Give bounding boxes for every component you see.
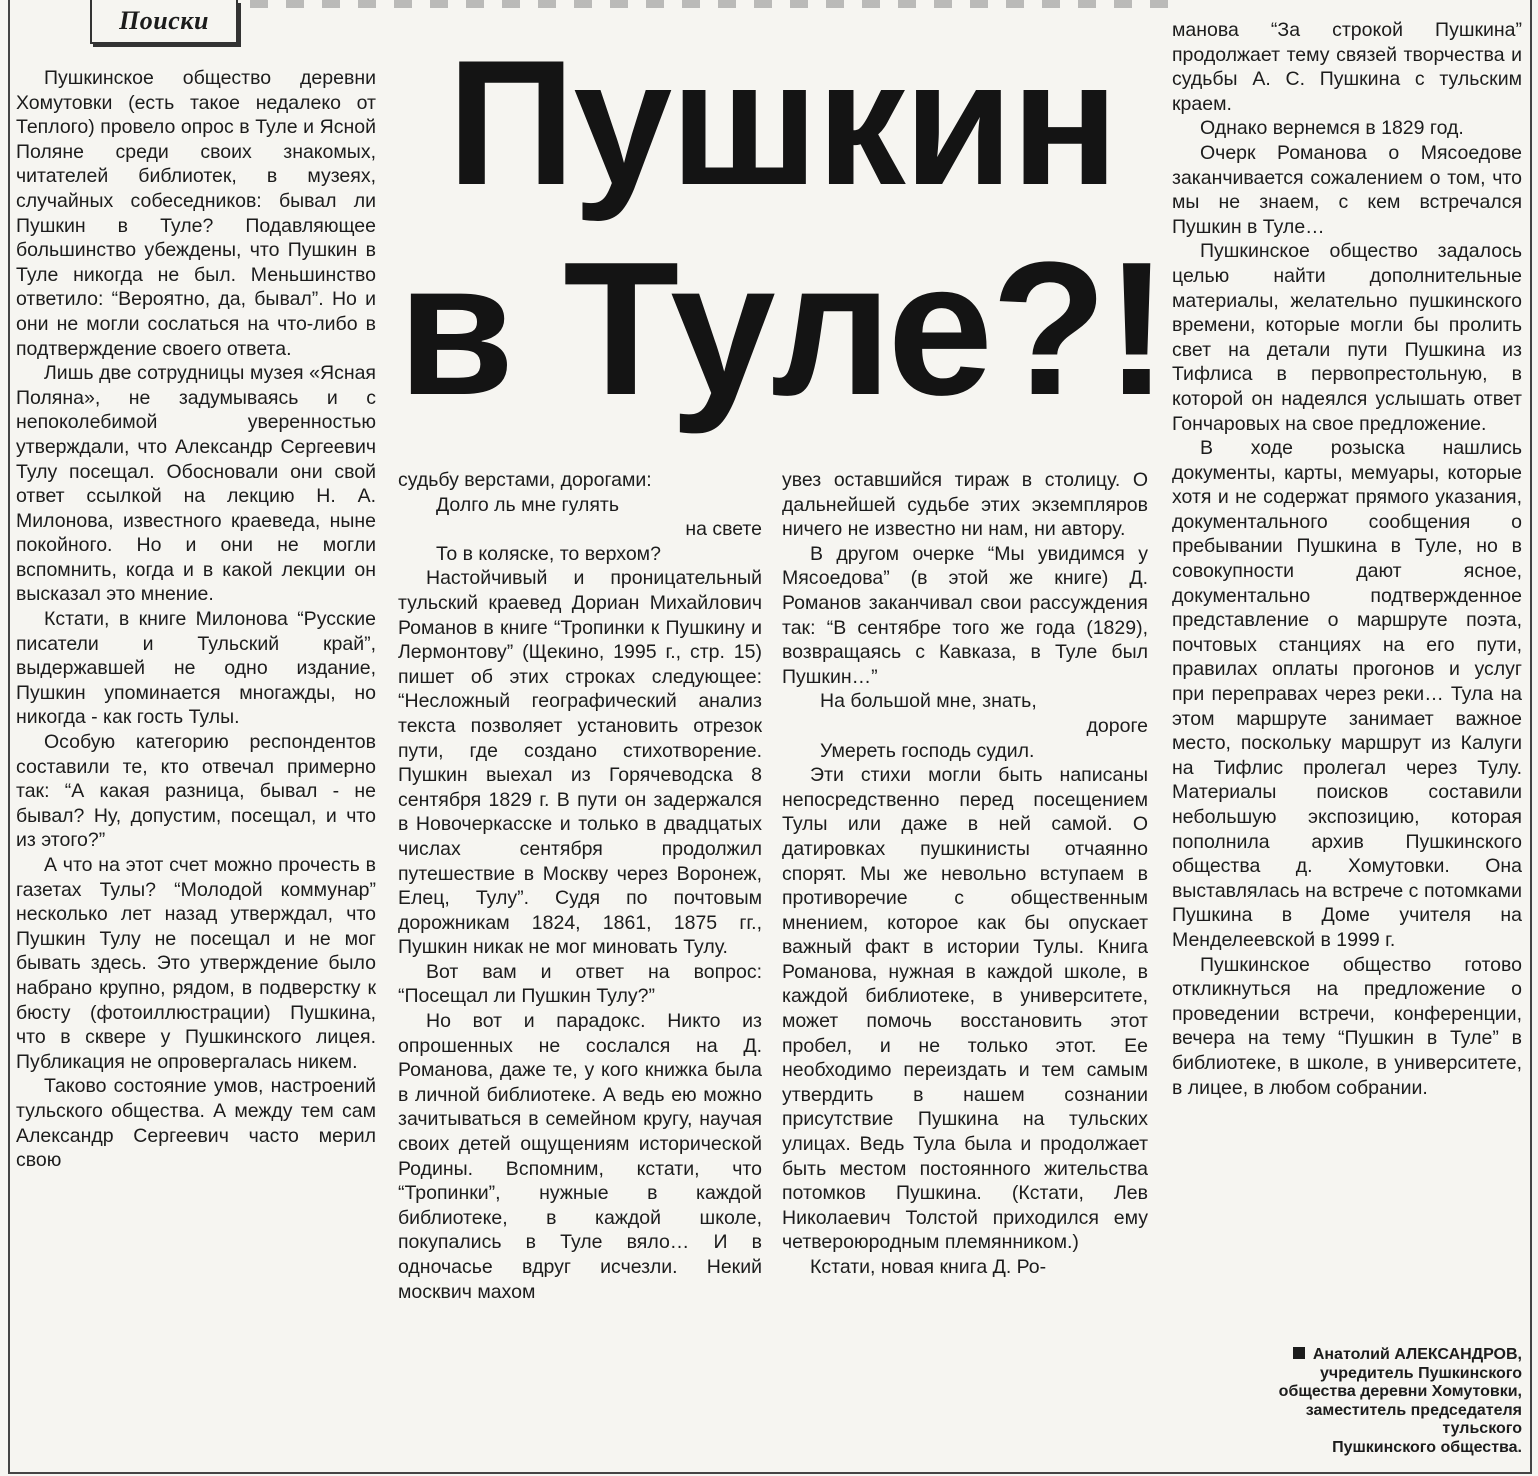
- author-name: Анатолий АЛЕКСАНДРОВ,: [1312, 1346, 1522, 1363]
- article-headline: [392, 23, 1172, 450]
- column-3: [782, 468, 1148, 1280]
- author-title-line: заместитель председателя: [1305, 1401, 1522, 1419]
- verse-line: Умереть господь судил.: [820, 739, 1035, 762]
- paragraph: Но вот и парадокс. Никто из опрошенных не сослался на Д. Романова, даже те, у кого книжка была в личной библиотеке. А ведь ею можно зачитываться в семейном кругу, научая своих детей ощущениям исторической Родины. Вспомним, кстати, что “Тропинки”, нужные в каждой библиотеке, в каждой школе, покупались в Туле вяло… И в одночасье вдруг исчезли. Некий москвич махом: [398, 1010, 762, 1303]
- paragraph: Пушкинское общество готово откликнуться на предложение о проведении встречи, конференции, вечера на тему “Пушкин в Туле” в библиотеке, в школе, в университете, в лицее, в любом собрании.: [1172, 953, 1522, 1099]
- author-title-line: тульского: [1442, 1420, 1522, 1438]
- author-title-line: учредитель Пушкинского: [1320, 1364, 1522, 1382]
- paragraph: Особую категорию респондентов составили те, кто отвечал примерно так: “А какая разница, бывал - не бывал? Ну, допустим, посещал, и что из этого?”: [16, 731, 376, 852]
- headline-line-1: Пушкин: [447, 23, 1117, 222]
- paragraph: В ходе розыска нашлись документы, карты, мемуары, которые хотя и не содержат прямого указания, документального сообщения о пребывании Пушкина в Туле, но в совокупности дают ясное, документально подтвержденное представление о маршруте поэта, почтовых станциях на его пути, правилах оплаты прогонов и услуг при переправах через реки… Тула на этом маршруте занимает важное место, поскольку маршрут из Калуги на Тифлис пролегал через Тулу. Материалы поисков составили небольшую экспозицию, которая пополнила архив Пушкинского общества д. Хомутовки. Она выставлялась на встрече с потомками Пушкина в Доме учителя на Менделеевской в 1999 г.: [1172, 437, 1522, 951]
- paragraph: манова “За строкой Пушкина” продолжает тему связей творчества и судьбы А. С. Пушкина с тульским краем.: [1172, 19, 1522, 115]
- column-1: [16, 66, 376, 1173]
- author-title-line: Пушкинского общества.: [1332, 1438, 1522, 1456]
- rubric-box: [90, 0, 238, 44]
- verse-line: То в коляске, то верхом?: [436, 542, 661, 565]
- paragraph: Вот вам и ответ на вопрос: “Посещал ли Пушкин Тулу?”: [398, 960, 762, 1008]
- paragraph: Эти стихи могли быть написаны непосредственно перед посещением Тулы или даже в ней самой. О датировках пушкинисты отчаянно спорят. Мы же невольно вступаем в противоречие с общественным мнением, которое как бы опускает важный факт в истории Тулы. Книга Романова, нужная в каждой школе, в каждой библиотеке, в университете, может помочь восстановить этот пробел, и не только этот. Ее необходимо переиздать и тем самым утвердить в нашем сознании присутствие Пушкина на тульских улицах. Ведь Тула была и продолжает быть местом постоянного жительства потомков Пушкина. (Кстати, Лев Николаевич Толстой приходился ему четвероюродным племянником.): [782, 764, 1148, 1254]
- rubric-label: Поиски: [119, 6, 209, 35]
- paragraph: Настойчивый и проницательный тульский краевед Дориан Михайлович Романов в книге “Тропинки к Пушкину и Лермонтову” (Щекино, 1995 г., стр. 15) пишет об этих строках следующее: “Несложный географический анализ текста позволяет установить отрезок пути, где создано стихотворение. Пушкин выехал из Горячеводска 8 сентября 1829 г. В пути он задержался в Новочеркасске и только в двадцатых числах сентября продолжил путешествие в Москву через Воронеж, Елец, Тулу”. Судя по почтовым дорожникам 1824, 1861, 1875 гг., Пушкин никак не мог миновать Тулу.: [398, 567, 762, 959]
- verse-line-end: на свете: [685, 518, 762, 541]
- column-2: [398, 468, 762, 1304]
- paragraph: Однако вернемся в 1829 год.: [1200, 117, 1464, 140]
- paragraph: Таково состояние умов, настроений тульского общества. А между тем сам Александр Сергеевич часто мерил свою: [16, 1075, 376, 1172]
- square-bullet-icon: [1293, 1347, 1305, 1359]
- paragraph: А что на этот счет можно прочесть в газетах Тулы? “Молодой коммунар” несколько лет назад утверждал, что Пушкин Тулу не посещал и не мог бывать здесь. Это утверждение было набрано крупно, рядом, в подверстку к бюсту (фотоиллюстрации) Пушкина, что в сквере у Пушкинского лицея. Публикация не опровергалась никем.: [16, 854, 376, 1073]
- paragraph: Кстати, новая книга Д. Ро-: [810, 1256, 1047, 1278]
- paragraph: Кстати, в книге Милонова “Русские писатели и Тульский край”, выдержавшей не одно издание, Пушкин упоминается многажды, но никогда - как гость Тулы.: [16, 608, 376, 729]
- author-title-line: общества деревни Хомутовки,: [1278, 1383, 1522, 1401]
- column-4: [1172, 18, 1522, 1100]
- paragraph: Пушкинское общество задалось целью найти дополнительные материалы, желательно пушкинского времени, которые могли бы пролить свет на детали пути Пушкина из Тифлиса в первопрестольную, в которой он надеялся услышать ответ Гончаровых на свое предложение.: [1172, 240, 1522, 435]
- verse-line: На большой мне, знать,: [820, 690, 1037, 713]
- author-signature: [1172, 1346, 1522, 1458]
- paragraph: увез оставшийся тираж в столицу. О дальнейшей судьбе этих экземпляров ничего не известно ни нам, ни автору.: [782, 469, 1148, 541]
- paragraph: Очерк Романова о Мясоедове заканчивается сожалением о том, что мы не знаем, с кем встречался Пушкин в Туле…: [1172, 141, 1522, 238]
- top-stripe-cropped-line: [250, 0, 1180, 8]
- verse-line-end: дороге: [1086, 714, 1148, 737]
- verse-line: Долго ль мне гулять: [436, 493, 620, 516]
- paragraph: Пушкинское общество деревни Хомутовки (есть такое недалеко от Теплого) провело опрос в Туле и Ясной Поляне среди своих знакомых, читателей библиотек, в музеях, случайных собеседников: бывал ли Пушкин в Туле? Подавляющее большинство убеждены, что Пушкин в Туле никогда не был. Меньшинство ответило: “Вероятно, да, бывал”. Но и они не могли сослаться на что-либо в подтверждение своего ответа.: [16, 67, 376, 360]
- paragraph: Лишь две сотрудницы музея «Ясная Поляна», не задумываясь и с непоколебимой уверенностью утверждали, что Александр Сергеевич Тулу посещал. Обосновали они свой ответ ссылкой на лекцию Н. А. Милонова, известного краеведа, ныне покойного. Но и они не могли вспомнить, когда и в какой лекции он высказал это мнение.: [16, 362, 376, 606]
- paragraph: В другом очерке “Мы увидимся у Мясоедова” (в этой же книге) Д. Романов заканчивал свои рассуждения так: “В сентябре того же года (1829), возвращаясь с Кавказа, в Туле был Пушкин…”: [782, 542, 1148, 688]
- paragraph: судьбу верстами, дорогами:: [398, 469, 652, 491]
- headline-line-2: в Туле?!: [397, 223, 1167, 435]
